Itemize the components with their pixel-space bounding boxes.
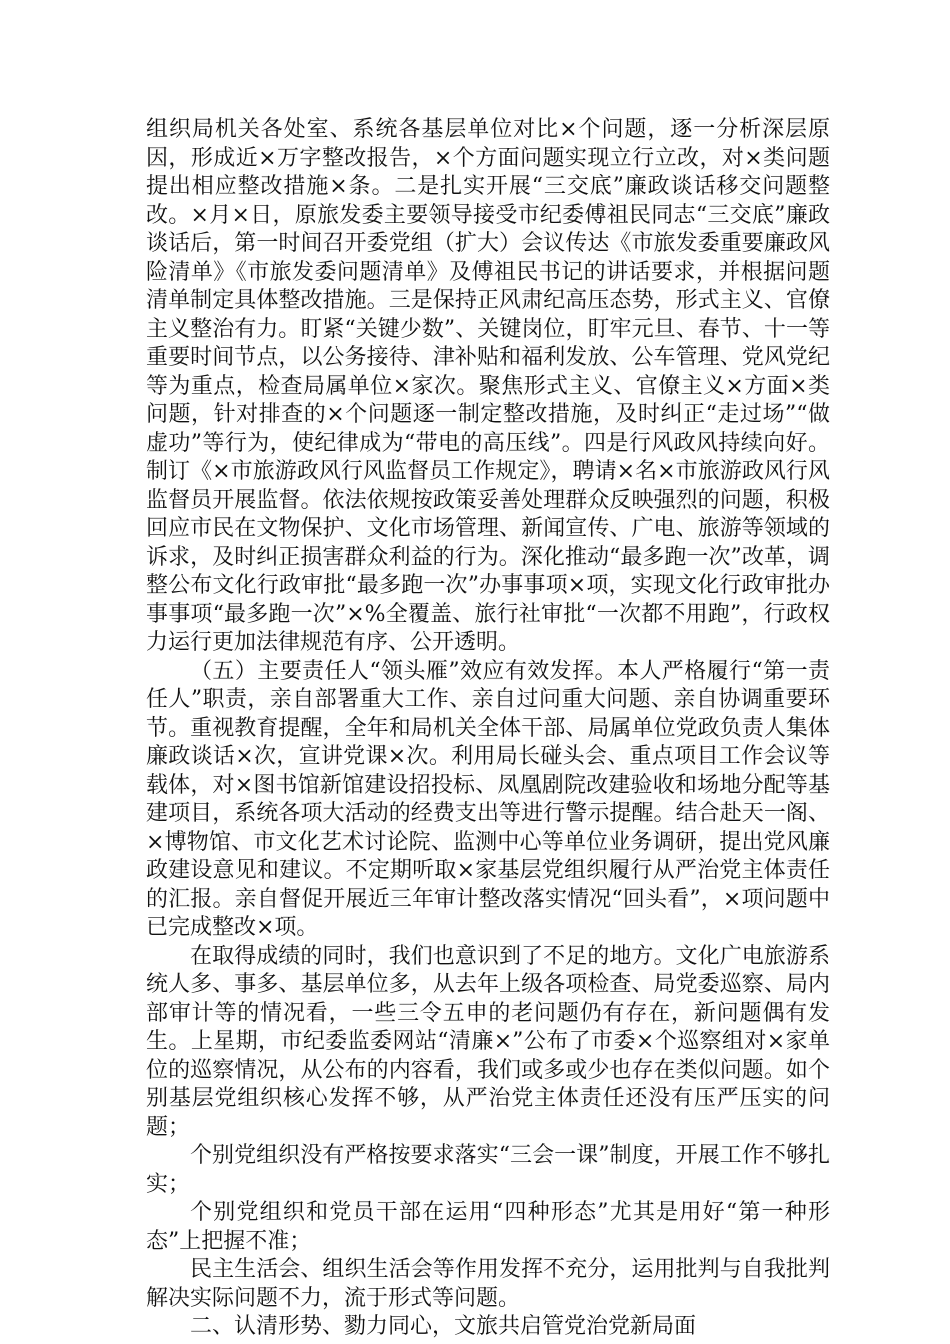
paragraph-continuation: 组织局机关各处室、系统各基层单位对比×个问题，逐一分析深层原因，形成近×万字整改报告，×个方面问题实现立行立改，对×类问题提出相应整改措施×条。二是扎实开展“三交底”廉政谈话移交问题整改。×月×日，原旅发委主要领导接受市纪委傅祖民同志“三交底”廉政谈话后，第一时间召开委党组（扩大）会议传达《市旅发委重要廉政风险清单》《市旅发委问题清单》及傅祖民书记的讲话要求，并根据问题清单制定具体整改措施。三是保持正风肃纪高压态势，形式主义、官僚主义整治有力。盯紧“关键少数”、关键岗位，盯牢元旦、春节、十一等重要时间节点，以公务接待、津补贴和福利发放、公车管理、党风党纪等为重点，检查局属单位×家次。聚焦形式主义、官僚主义×方面×类问题，针对排查的×个问题逐一制定整改措施，及时纠正“走过场”“做虚功”等行为，使纪律成为“带电的高压线”。四是行风政风持续向好。制订《×市旅游政风行风监督员工作规定》，聘请×名×市旅游政风行风监督员开展监督。依法依规按政策妥善处理群众反映强烈的问题，积极回应市民在文物保护、文化市场管理、新闻宣传、广电、旅游等领域的诉求，及时纠正损害群众利益的行为。深化推动“最多跑一次”改革，调整公布文化行政审批“最多跑一次”办事事项×项，实现文化行政审批办事事项“最多跑一次”×%全覆盖、旅行社审批“一次都不用跑”，行政权力运行更加法律规范有序、公开透明。	[146, 117, 830, 655]
paragraph-issue-three-meetings: 个别党组织没有严格按要求落实“三会一课”制度，开展工作不够扎实；	[146, 1143, 830, 1197]
paragraph-issue-life-meetings: 民主生活会、组织生活会等作用发挥不充分，运用批判与自我批判解决实际问题不力，流于形式等问题。	[146, 1257, 830, 1311]
document-body	[146, 116, 830, 1342]
paragraph-issue-four-forms: 个别党组织和党员干部在运用“四种形态”尤其是用好“第一种形态”上把握不准；	[146, 1200, 830, 1254]
section-heading-two: 二、认清形势、勠力同心，文旅共启管党治党新局面	[190, 1314, 697, 1339]
paragraph-shortcomings: 在取得成绩的同时，我们也意识到了不足的地方。文化广电旅游系统人多、事多、基层单位多，从去年上级各项检查、局党委巡察、局内部审计等的情况看，一些三令五申的老问题仍有存在，新问题偶有发生。上星期，市纪委监委网站“清廉×”公布了市委×个巡察组对×家单位的巡察情况，从公布的内容看，我们或多或少也存在类似问题。如个别基层党组织核心发挥不够，从严治党主体责任还没有压严压实的问题；	[146, 943, 830, 1140]
paragraph-section-five: （五）主要责任人“领头雁”效应有效发挥。本人严格履行“第一责任人”职责，亲自部署重大工作、亲自过问重大问题、亲自协调重要环节。重视教育提醒，全年和局机关全体干部、局属单位党政负责人集体廉政谈话×次，宣讲党课×次。利用局长碰头会、重点项目工作会议等载体，对×图书馆新馆建设招投标、凤凰剧院改建验收和场地分配等基建项目，系统各项大活动的经费支出等进行警示提醒。结合赴天一阁、×博物馆、市文化艺术讨论院、监测中心等单位业务调研，提出党风廉政建设意见和建议。不定期听取×家基层党组织履行从严治党主体责任的汇报。亲自督促开展近三年审计整改落实情况“回头看”，×项问题中已完成整改×项。	[146, 658, 830, 940]
